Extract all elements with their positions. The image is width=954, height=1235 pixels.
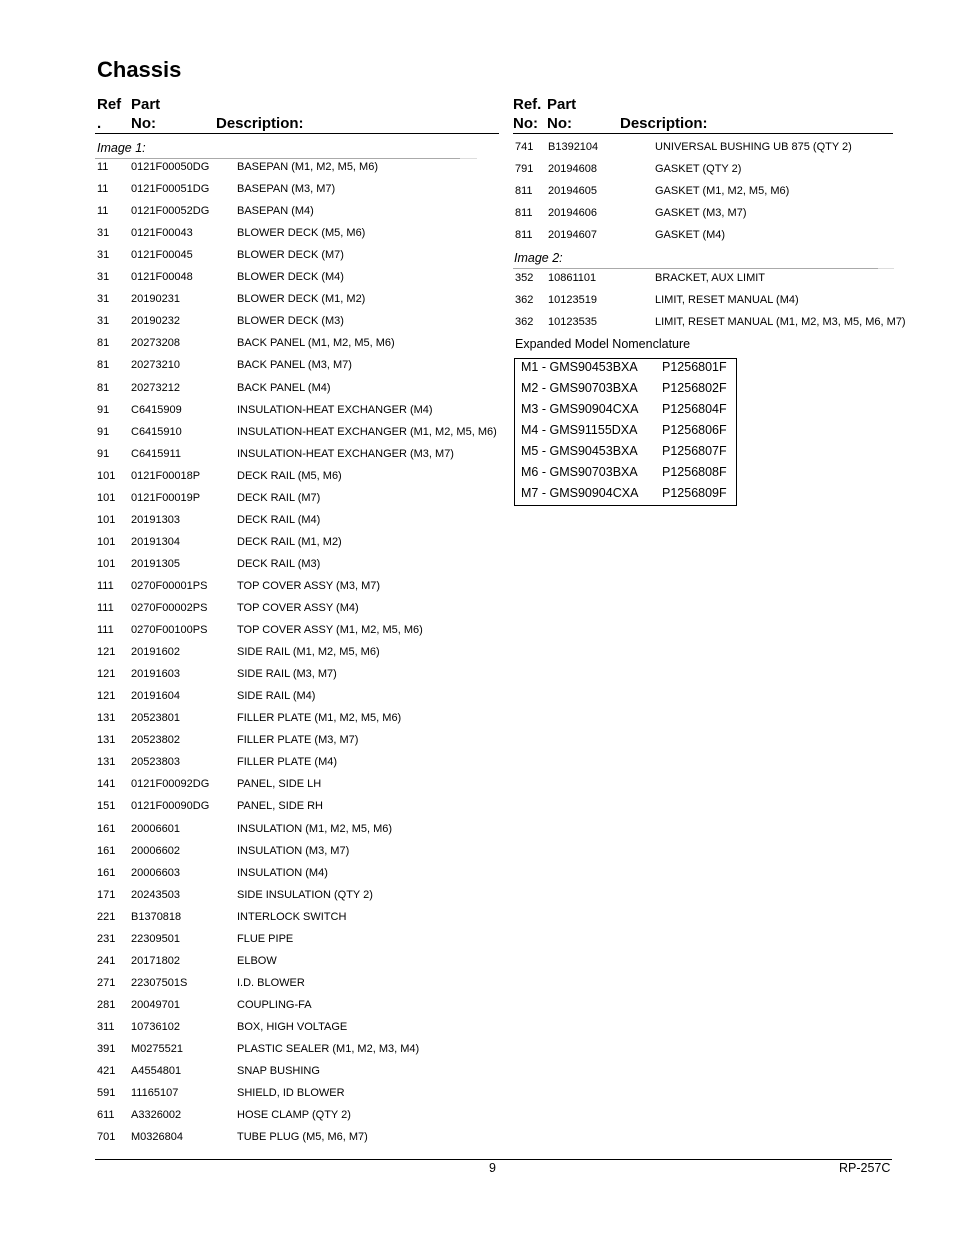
description-cell: SIDE INSULATION (QTY 2)	[237, 888, 373, 901]
table-row	[97, 553, 507, 575]
ref-cell: 161	[97, 822, 116, 835]
part-number-cell: 11165107	[131, 1087, 179, 1100]
part-number-cell: 20191304	[131, 535, 180, 548]
model-part-cell: P1256807F	[662, 444, 727, 458]
part-number-cell: 0270F00100PS	[131, 624, 208, 637]
table-row	[515, 267, 910, 289]
description-cell: PLASTIC SEALER (M1, M2, M3, M4)	[237, 1043, 420, 1055]
table-row	[97, 1038, 507, 1060]
model-part-cell: P1256801F	[662, 360, 727, 374]
description-cell: SIDE RAIL (M4)	[237, 690, 316, 703]
description-cell: BACK PANEL (M1, M2, M5, M6)	[237, 337, 395, 350]
part-number-cell: 20523803	[131, 756, 180, 769]
table-row	[97, 310, 507, 332]
part-number-cell: A4554801	[131, 1065, 182, 1078]
part-number-cell: 22309501	[131, 932, 180, 945]
part-number-cell: 0121F00018P	[131, 469, 201, 482]
ref-cell: 791	[515, 163, 534, 176]
ref-cell: 81	[97, 337, 110, 350]
part-number-cell: 20006602	[131, 844, 180, 857]
table-row	[97, 972, 507, 994]
table-row	[515, 224, 910, 246]
ref-cell: 741	[515, 141, 534, 153]
nomenclature-row	[521, 378, 733, 399]
ref-cell: 121	[97, 668, 116, 681]
description-cell: SIDE RAIL (M1, M2, M5, M6)	[237, 646, 380, 659]
table-row	[515, 289, 910, 311]
part-number-cell: 0270F00002PS	[131, 602, 208, 614]
table-row	[97, 840, 507, 862]
table-row	[97, 421, 507, 443]
description-cell: DECK RAIL (M4)	[237, 513, 321, 526]
description-cell: FILLER PLATE (M3, M7)	[237, 734, 359, 747]
description-cell: HOSE CLAMP (QTY 2)	[237, 1109, 351, 1122]
description-cell: PANEL, SIDE RH	[237, 800, 323, 813]
part-number-cell: 0121F00052DG	[131, 205, 210, 218]
ref-cell: 101	[97, 557, 116, 570]
table-row	[97, 641, 507, 663]
ref-cell: 11	[97, 161, 109, 173]
description-cell: INSULATION (M4)	[237, 866, 328, 879]
table-row	[515, 158, 910, 180]
ref-cell: 362	[515, 294, 534, 306]
description-cell: SHIELD, ID BLOWER	[237, 1087, 345, 1100]
table-row	[97, 1126, 507, 1148]
document-id: RP-257C	[839, 1161, 891, 1175]
nomenclature-box	[514, 358, 737, 506]
image2-label: Image 2:	[514, 251, 563, 265]
nomenclature-title: Expanded Model Nomenclature	[515, 337, 691, 351]
description-cell: INSULATION (M3, M7)	[237, 844, 350, 857]
ref-cell: 11	[97, 205, 109, 218]
description-cell: DECK RAIL (M7)	[237, 491, 321, 504]
part-number-cell: 10736102	[131, 1020, 180, 1033]
ref-cell: 131	[97, 734, 116, 747]
ref-cell: 171	[97, 888, 116, 901]
ref-cell: 31	[97, 315, 110, 328]
description-cell: INSULATION-HEAT EXCHANGER (M3, M7)	[237, 447, 454, 460]
model-part-cell: P1256802F	[662, 381, 727, 395]
part-number-cell: 0121F00048	[131, 271, 193, 284]
header-part-line1: Part	[131, 96, 161, 113]
table-row	[97, 1016, 507, 1038]
description-cell: BLOWER DECK (M1, M2)	[237, 293, 366, 306]
left-header-description: Description:	[216, 115, 304, 132]
table-row	[515, 136, 910, 158]
ref-cell: 11	[97, 183, 109, 196]
ref-cell: 231	[97, 932, 116, 945]
description-cell: BASEPAN (M1, M2, M5, M6)	[237, 161, 378, 173]
table-row	[97, 509, 507, 531]
table-row	[97, 465, 507, 487]
header-ref-line2: .	[97, 115, 102, 132]
description-cell: LIMIT, RESET MANUAL (M1, M2, M3, M5, M6, M7)	[655, 316, 906, 328]
description-cell: GASKET (M3, M7)	[655, 207, 747, 220]
table-row	[97, 377, 507, 399]
nomenclature-row	[521, 462, 733, 483]
model-part-cell: P1256804F	[662, 402, 727, 416]
part-number-cell: 20191305	[131, 557, 180, 570]
part-number-cell: 20006601	[131, 822, 180, 835]
nomenclature-row	[521, 441, 733, 462]
table-row	[515, 180, 910, 202]
ref-cell: 31	[97, 227, 110, 240]
table-row	[97, 994, 507, 1016]
part-number-cell: 20190231	[131, 293, 180, 306]
ref-cell: 141	[97, 778, 116, 791]
ref-cell: 111	[97, 624, 114, 637]
right-header-description: Description:	[620, 115, 708, 132]
right-header-ref	[513, 95, 541, 133]
header-part-line1: Part	[547, 96, 577, 113]
part-number-cell: M0275521	[131, 1043, 183, 1055]
ref-cell: 31	[97, 293, 110, 306]
description-cell: BLOWER DECK (M5, M6)	[237, 227, 366, 240]
left-header-part	[131, 95, 160, 133]
model-cell: M4 - GMS91155DXA	[521, 423, 638, 437]
part-number-cell: 20243503	[131, 888, 180, 901]
table-row	[97, 443, 507, 465]
description-cell: BRACKET, AUX LIMIT	[655, 272, 766, 284]
part-number-cell: A3326002	[131, 1109, 182, 1122]
part-number-cell: 20194605	[548, 185, 597, 198]
table-row	[97, 729, 507, 751]
ref-cell: 101	[97, 469, 116, 482]
ref-cell: 91	[97, 403, 110, 416]
part-number-cell: 20194606	[548, 207, 597, 220]
model-cell: M6 - GMS90703BXA	[521, 465, 638, 479]
nomenclature-row	[521, 399, 733, 420]
ref-cell: 101	[97, 535, 116, 548]
model-part-cell: P1256808F	[662, 465, 727, 479]
ref-cell: 161	[97, 844, 116, 857]
footer-rule	[95, 1159, 892, 1160]
ref-cell: 811	[515, 229, 533, 242]
ref-cell: 391	[97, 1043, 116, 1055]
part-number-cell: 10123519	[548, 294, 597, 306]
description-cell: GASKET (QTY 2)	[655, 163, 742, 176]
header-part-line2: No:	[131, 115, 156, 132]
description-cell: I.D. BLOWER	[237, 976, 305, 989]
description-cell: TOP COVER ASSY (M3, M7)	[237, 579, 381, 592]
header-ref-line1: Ref.	[513, 96, 542, 113]
ref-cell: 31	[97, 271, 110, 284]
part-number-cell: C6415910	[131, 425, 182, 438]
part-number-cell: 20273212	[131, 381, 180, 394]
description-cell: INSULATION-HEAT EXCHANGER (M4)	[237, 403, 433, 416]
table-row	[97, 354, 507, 376]
ref-cell: 131	[97, 712, 116, 725]
right-header-part	[547, 95, 576, 133]
ref-cell: 101	[97, 513, 116, 526]
model-cell: M3 - GMS90904CXA	[521, 402, 639, 416]
ref-cell: 311	[97, 1020, 115, 1033]
ref-cell: 151	[97, 800, 116, 813]
left-header-rule	[95, 133, 499, 134]
table-row	[97, 487, 507, 509]
part-number-cell: 10123535	[548, 316, 597, 328]
description-cell: DECK RAIL (M1, M2)	[237, 535, 342, 548]
part-number-cell: 0121F00092DG	[131, 778, 210, 791]
part-number-cell: M0326804	[131, 1131, 183, 1144]
nomenclature-row	[521, 357, 733, 378]
nomenclature-row	[521, 420, 733, 441]
table-row	[97, 884, 507, 906]
table-row	[97, 266, 507, 288]
header-ref-line2: No:	[513, 115, 538, 132]
table-row	[515, 311, 910, 333]
description-cell: FLUE PIPE	[237, 932, 294, 945]
ref-cell: 121	[97, 646, 116, 659]
description-cell: FILLER PLATE (M4)	[237, 756, 338, 769]
table-row	[97, 862, 507, 884]
table-row	[97, 178, 507, 200]
ref-cell: 81	[97, 359, 110, 372]
left-header-ref	[97, 95, 121, 133]
description-cell: BASEPAN (M3, M7)	[237, 183, 336, 196]
part-number-cell: 20194608	[548, 163, 597, 176]
table-row	[97, 597, 507, 619]
ref-cell: 131	[97, 756, 116, 769]
ref-cell: 31	[97, 249, 110, 262]
part-number-cell: C6415909	[131, 403, 182, 416]
description-cell: INTERLOCK SWITCH	[237, 910, 347, 923]
description-cell: INSULATION-HEAT EXCHANGER (M1, M2, M5, M6)	[237, 425, 497, 438]
description-cell: TOP COVER ASSY (M4)	[237, 602, 359, 614]
description-cell: GASKET (M1, M2, M5, M6)	[655, 185, 790, 198]
ref-cell: 221	[97, 910, 116, 923]
part-number-cell: 20191303	[131, 513, 180, 526]
ref-cell: 421	[97, 1065, 116, 1078]
model-part-cell: P1256809F	[662, 486, 727, 500]
part-number-cell: 20523802	[131, 734, 180, 747]
part-number-cell: 20273210	[131, 359, 180, 372]
description-cell: SNAP BUSHING	[237, 1065, 320, 1078]
table-row	[97, 773, 507, 795]
part-number-cell: 0121F00043	[131, 227, 193, 240]
ref-cell: 611	[97, 1109, 115, 1122]
model-cell: M2 - GMS90703BXA	[521, 381, 638, 395]
table-row	[97, 950, 507, 972]
part-number-cell: 0121F00050DG	[131, 161, 210, 173]
part-number-cell: 20191602	[131, 646, 180, 659]
table-row	[97, 222, 507, 244]
part-number-cell: 0121F00051DG	[131, 183, 210, 196]
table-row	[97, 288, 507, 310]
ref-cell: 111	[97, 579, 114, 592]
table-row	[97, 818, 507, 840]
table-row	[97, 1082, 507, 1104]
description-cell: BACK PANEL (M4)	[237, 381, 331, 394]
part-number-cell: 20190232	[131, 315, 180, 328]
header-part-line2: No:	[547, 115, 572, 132]
part-number-cell: 20523801	[131, 712, 180, 725]
description-cell: LIMIT, RESET MANUAL (M4)	[655, 294, 799, 306]
description-cell: UNIVERSAL BUSHING UB 875 (QTY 2)	[655, 141, 852, 153]
ref-cell: 121	[97, 690, 116, 703]
part-number-cell: 20273208	[131, 337, 180, 350]
description-cell: DECK RAIL (M5, M6)	[237, 469, 342, 482]
ref-cell: 352	[515, 272, 534, 284]
table-row	[97, 928, 507, 950]
description-cell: TOP COVER ASSY (M1, M2, M5, M6)	[237, 624, 423, 637]
description-cell: BLOWER DECK (M4)	[237, 271, 344, 284]
ref-cell: 362	[515, 316, 534, 328]
model-cell: M1 - GMS90453BXA	[521, 360, 638, 374]
table-row	[97, 244, 507, 266]
page-number: 9	[489, 1161, 496, 1175]
ref-cell: 271	[97, 976, 116, 989]
table-row	[97, 707, 507, 729]
description-cell: BLOWER DECK (M7)	[237, 249, 344, 262]
ref-cell: 811	[515, 185, 533, 198]
part-number-cell: 20194607	[548, 229, 597, 242]
table-row	[97, 663, 507, 685]
table-row	[97, 531, 507, 553]
ref-cell: 91	[97, 447, 110, 460]
model-cell: M7 - GMS90904CXA	[521, 486, 639, 500]
ref-cell: 161	[97, 866, 116, 879]
table-row	[97, 1060, 507, 1082]
table-row	[97, 795, 507, 817]
description-cell: COUPLING-FA	[237, 998, 312, 1011]
table-row	[97, 399, 507, 421]
table-row	[97, 751, 507, 773]
description-cell: GASKET (M4)	[655, 229, 726, 242]
header-ref-line1: Ref	[97, 96, 122, 113]
ref-cell: 241	[97, 954, 116, 967]
description-cell: DECK RAIL (M3)	[237, 557, 321, 570]
part-number-cell: B1370818	[131, 910, 182, 923]
part-number-cell: 22307501S	[131, 976, 188, 989]
part-number-cell: 20171802	[131, 954, 180, 967]
ref-cell: 111	[97, 602, 114, 614]
table-row	[97, 906, 507, 928]
part-number-cell: 0121F00090DG	[131, 800, 210, 813]
ref-cell: 281	[97, 998, 116, 1011]
table-row	[97, 332, 507, 354]
ref-cell: 591	[97, 1087, 116, 1100]
ref-cell: 81	[97, 381, 110, 394]
nomenclature-row	[521, 483, 733, 504]
ref-cell: 91	[97, 425, 110, 438]
description-cell: ELBOW	[237, 954, 277, 967]
part-number-cell: 20049701	[131, 998, 180, 1011]
part-number-cell: 20006603	[131, 866, 180, 879]
page-title: Chassis	[97, 57, 182, 82]
part-number-cell: 10861101	[548, 272, 597, 284]
table-row	[97, 575, 507, 597]
image1-label: Image 1:	[97, 141, 146, 155]
right-header-rule	[513, 133, 893, 134]
part-number-cell: C6415911	[131, 447, 181, 460]
description-cell: BASEPAN (M4)	[237, 205, 314, 218]
table-row	[515, 202, 910, 224]
part-number-cell: 0121F00045	[131, 249, 193, 262]
model-part-cell: P1256806F	[662, 423, 727, 437]
table-row	[97, 200, 507, 222]
table-row	[97, 685, 507, 707]
description-cell: FILLER PLATE (M1, M2, M5, M6)	[237, 712, 402, 725]
description-cell: TUBE PLUG (M5, M6, M7)	[237, 1131, 368, 1144]
table-row	[97, 156, 507, 178]
part-number-cell: 0121F00019P	[131, 491, 201, 504]
model-cell: M5 - GMS90453BXA	[521, 444, 638, 458]
part-number-cell: 20191604	[131, 690, 180, 703]
part-number-cell: 0270F00001PS	[131, 579, 208, 592]
ref-cell: 101	[97, 491, 116, 504]
part-number-cell: B1392104	[548, 141, 599, 153]
description-cell: BLOWER DECK (M3)	[237, 315, 344, 328]
description-cell: BACK PANEL (M3, M7)	[237, 359, 352, 372]
description-cell: SIDE RAIL (M3, M7)	[237, 668, 337, 681]
ref-cell: 701	[97, 1131, 116, 1144]
description-cell: PANEL, SIDE LH	[237, 778, 322, 791]
table-row	[97, 1104, 507, 1126]
ref-cell: 811	[515, 207, 533, 220]
table-row	[97, 619, 507, 641]
description-cell: INSULATION (M1, M2, M5, M6)	[237, 822, 393, 835]
description-cell: BOX, HIGH VOLTAGE	[237, 1020, 348, 1033]
part-number-cell: 20191603	[131, 668, 180, 681]
